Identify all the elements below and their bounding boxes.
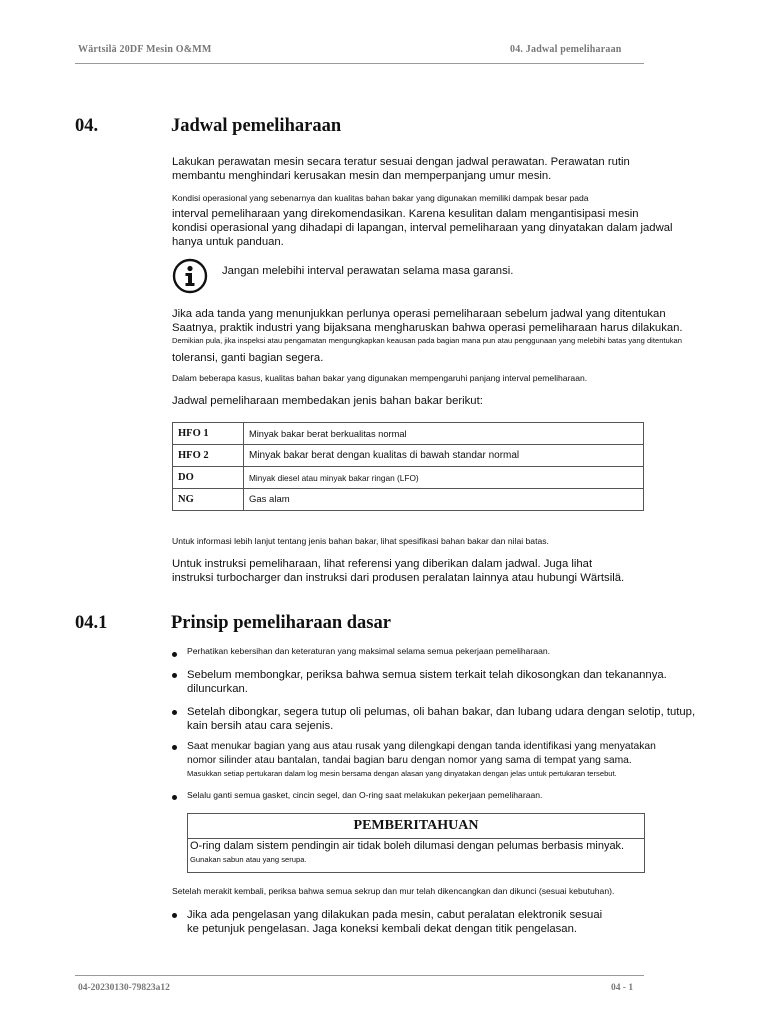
- fuel-description: Minyak diesel atau minyak bakar ringan (LFO): [244, 467, 644, 489]
- bullet-text: diluncurkan.: [187, 683, 248, 695]
- header-divider: [75, 63, 644, 64]
- fuel-description: Minyak bakar berat berkualitas normal: [244, 423, 644, 445]
- info-icon: [172, 258, 208, 294]
- paragraph-line: Saatnya, praktik industri yang bijaksana mengharuskan bahwa operasi pemeliharaan harus dilakukan.: [172, 322, 683, 334]
- bullet-icon: [172, 710, 177, 715]
- bullet-icon: [172, 745, 177, 750]
- paragraph-line: interval pemeliharaan yang direkomendasikan. Karena kesulitan dalam mengantisipasi mesin: [172, 208, 639, 220]
- paragraph-line: Jika ada tanda yang menunjukkan perlunya operasi pemeliharaan sebelum jadwal yang ditentukan: [172, 308, 666, 320]
- bullet-text: Sebelum membongkar, periksa bahwa semua sistem terkait telah dikosongkan dan tekanannya.: [187, 669, 667, 681]
- fuel-description: Gas alam: [244, 489, 644, 511]
- header-doc-title: Wärtsilä 20DF Mesin O&MM: [78, 44, 212, 55]
- subsection-title: Prinsip pemeliharaan dasar: [171, 613, 391, 633]
- bullet-text: Jika ada pengelasan yang dilakukan pada mesin, cabut peralatan elektronik sesuai: [187, 909, 603, 921]
- section-title: Jadwal pemeliharaan: [171, 116, 342, 136]
- notice-text: Gunakan sabun atau yang serupa.: [190, 855, 307, 864]
- bullet-icon: [172, 913, 177, 918]
- fuel-type-table: [172, 422, 644, 511]
- bullet-text: ke petunjuk pengelasan. Jaga koneksi kembali dekat dengan titik pengelasan.: [187, 923, 578, 935]
- paragraph-line: membantu menghindari kerusakan mesin dan memperpanjang umur mesin.: [172, 170, 552, 182]
- paragraph-line: toleransi, ganti bagian segera.: [172, 352, 324, 364]
- paragraph-line: Untuk instruksi pemeliharaan, lihat referensi yang diberikan dalam jadwal. Juga lihat: [172, 558, 593, 570]
- fuel-code: DO: [173, 467, 244, 489]
- bullet-icon: [172, 652, 177, 657]
- subsection-number: 04.1: [75, 613, 108, 633]
- footer-divider: [75, 975, 644, 976]
- paragraph-line: Demikian pula, jika inspeksi atau pengamatan mengungkapkan keausan pada bagian mana pun atau penggunaan yang melebihi batas yang ditentukan: [172, 336, 682, 345]
- fuel-code: HFO 1: [173, 423, 244, 445]
- paragraph-line: Dalam beberapa kasus, kualitas bahan bakar yang digunakan mempengaruhi panjang interval pemeliharaan.: [172, 373, 588, 383]
- notice-text: O-ring dalam sistem pendingin air tidak boleh dilumasi dengan pelumas berbasis minyak.: [190, 840, 625, 852]
- info-note-text: Jangan melebihi interval perawatan selama masa garansi.: [222, 265, 514, 277]
- fuel-code: HFO 2: [173, 445, 244, 467]
- paragraph-line: Untuk informasi lebih lanjut tentang jenis bahan bakar, lihat spesifikasi bahan bakar dan nilai batas.: [172, 536, 549, 546]
- paragraph-line: hanya untuk panduan.: [172, 236, 284, 248]
- fuel-code: NG: [173, 489, 244, 511]
- notice-box: [187, 813, 645, 873]
- bullet-icon: [172, 795, 177, 800]
- bullet-text: Selalu ganti semua gasket, cincin segel, dan O-ring saat melakukan pekerjaan pemeliharaan.: [187, 790, 543, 800]
- paragraph-line: Setelah merakit kembali, periksa bahwa semua sekrup dan mur telah dikencangkan dan dikunci (sesuai kebutuhan).: [172, 886, 615, 896]
- fuel-description: Minyak bakar berat dengan kualitas di bawah standar normal: [244, 445, 644, 467]
- paragraph-line: Jadwal pemeliharaan membedakan jenis bahan bakar berikut:: [172, 395, 483, 407]
- bullet-text: kain bersih atau cara sejenis.: [187, 720, 334, 732]
- paragraph-line: kondisi operasional yang dihadapi di lapangan, interval pemeliharaan yang dinyatakan dalam jadwal: [172, 222, 673, 234]
- table-row: [173, 489, 644, 511]
- bullet-text: Saat menukar bagian yang aus atau rusak yang dilengkapi dengan tanda identifikasi yang menyatakan: [187, 741, 656, 752]
- bullet-text: nomor silinder atau bantalan, tandai bagian baru dengan nomor yang sama di tempat yang sama.: [187, 755, 632, 766]
- page-number: 04 - 1: [611, 983, 634, 993]
- table-row: [173, 467, 644, 489]
- footer-doc-id: 04-20230130-79823a12: [78, 983, 170, 993]
- paragraph-line: Kondisi operasional yang sebenarnya dan kualitas bahan bakar yang digunakan memiliki dampak besar pada: [172, 193, 589, 203]
- bullet-text: Masukkan setiap pertukaran dalam log mesin bersama dengan alasan yang dinyatakan dengan jelas untuk pertukaran tersebut.: [187, 769, 617, 778]
- section-number: 04.: [75, 116, 99, 136]
- table-row: [173, 423, 644, 445]
- table-row: [173, 445, 644, 467]
- bullet-icon: [172, 673, 177, 678]
- notice-title: PEMBERITAHUAN: [188, 814, 644, 839]
- paragraph-line: instruksi turbocharger dan instruksi dari produsen peralatan lainnya atau hubungi Wärtsilä.: [172, 572, 625, 584]
- header-section-title: 04. Jadwal pemeliharaan: [510, 44, 622, 55]
- bullet-text: Perhatikan kebersihan dan keteraturan yang maksimal selama semua pekerjaan pemeliharaan.: [187, 646, 551, 656]
- paragraph-line: Lakukan perawatan mesin secara teratur sesuai dengan jadwal perawatan. Perawatan rutin: [172, 156, 630, 168]
- bullet-text: Setelah dibongkar, segera tutup oli pelumas, oli bahan bakar, dan lubang udara dengan selotip, tutup,: [187, 706, 696, 718]
